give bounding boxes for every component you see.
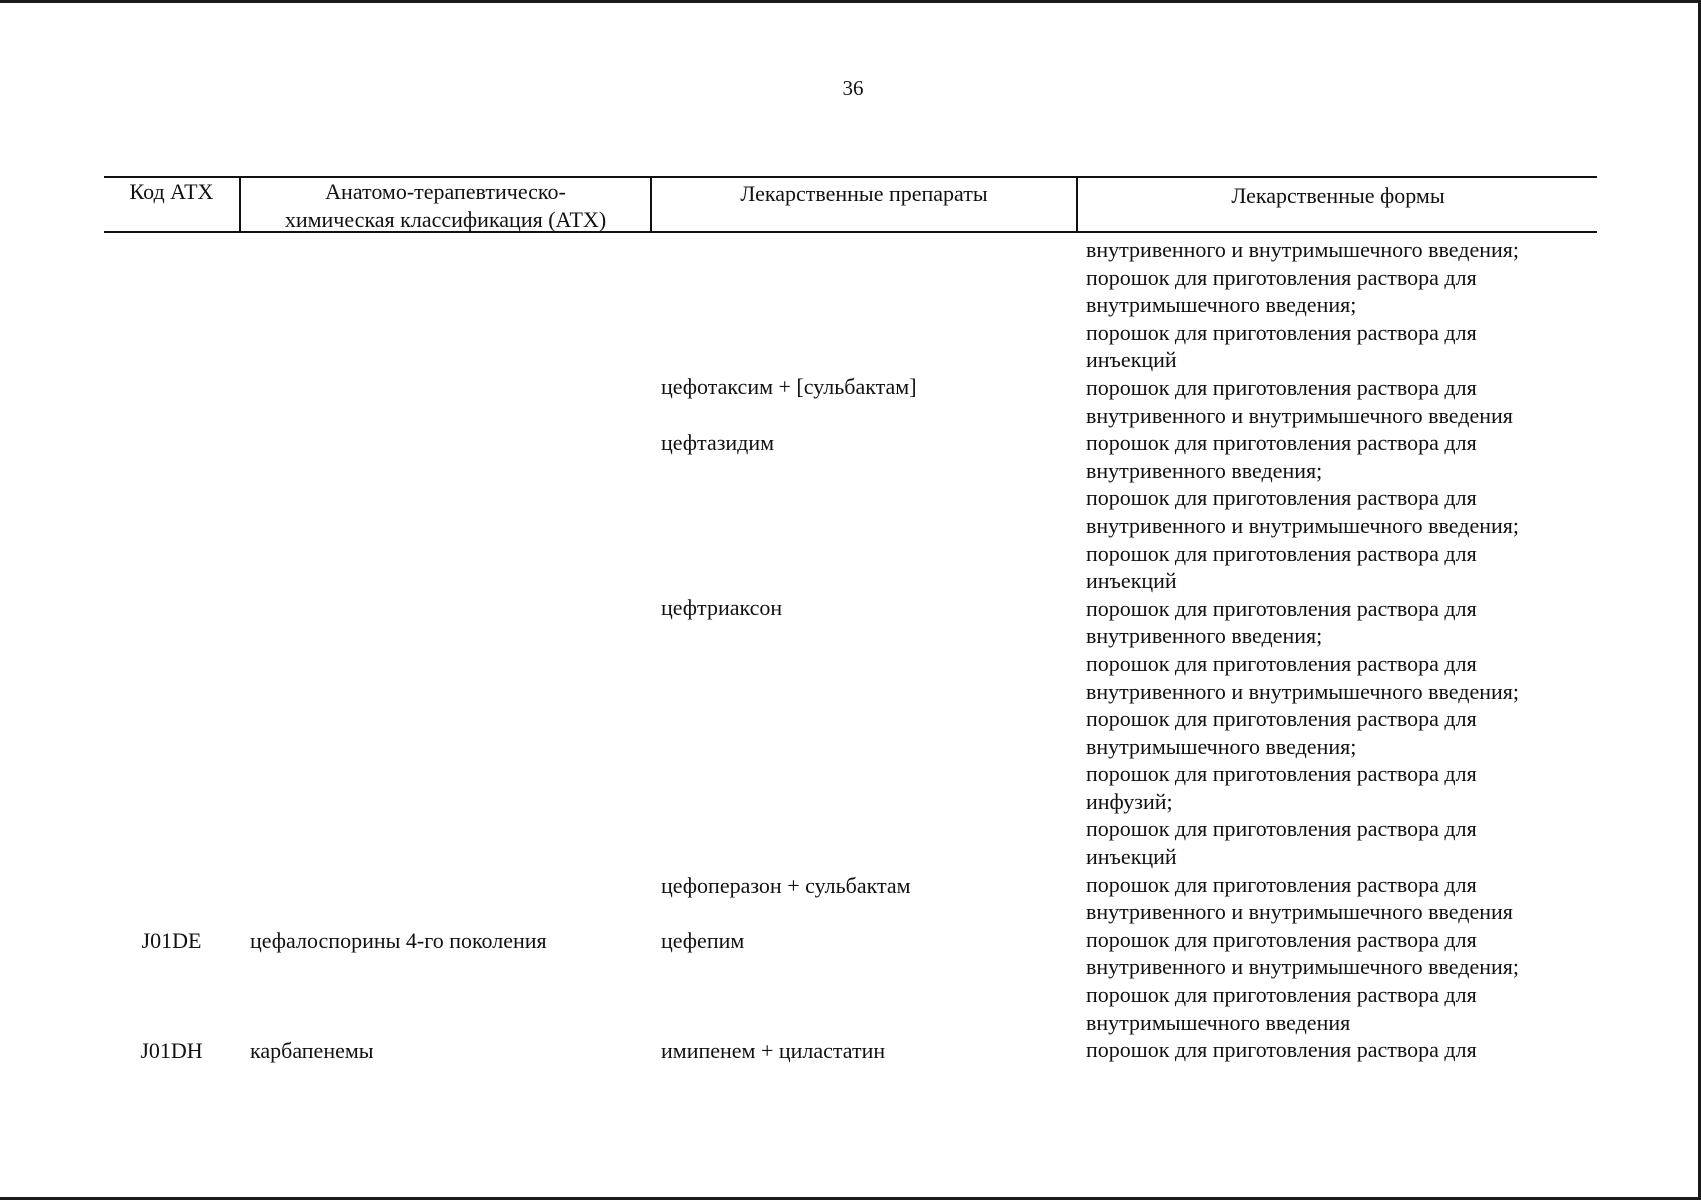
forms-line: порошок для приготовления раствора для — [1086, 319, 1477, 345]
forms-line: внутривенного и внутримышечного введения — [1086, 402, 1513, 428]
forms-line: внутривенного и внутримышечного введения; — [1086, 678, 1519, 704]
forms-line: порошок для приготовления раствора для — [1086, 650, 1477, 676]
forms-line: внутривенного введения; — [1086, 623, 1323, 649]
forms-line: порошок для приготовления раствора для — [1086, 982, 1477, 1008]
drug-ceftriaxone: цефтриаксон — [661, 595, 783, 620]
header-forms: Лекарственные формы — [1231, 183, 1445, 208]
header-code: Код АТХ — [129, 179, 214, 204]
forms-column — [1086, 236, 1646, 1064]
row-code-J01DH: J01DH — [140, 1038, 203, 1063]
page-number: 36 — [842, 76, 864, 100]
forms-line: порошок для приготовления раствора для — [1086, 761, 1477, 787]
forms-line: внутривенного и внутримышечного введения — [1086, 899, 1513, 925]
header-drugs: Лекарственные препараты — [740, 181, 988, 206]
header-classification-line-2: химическая классификация (АТХ) — [284, 207, 607, 232]
forms-line: порошок для приготовления раствора для — [1086, 706, 1477, 732]
forms-line: внутривенного введения; — [1086, 457, 1323, 483]
forms-line: внутримышечного введения — [1086, 1009, 1351, 1035]
forms-line: порошок для приготовления раствора для — [1086, 816, 1477, 842]
forms-line: внутримышечного введения; — [1086, 733, 1357, 759]
drug-cefotaxime-sulbactam: цефотаксим + [сульбактам] — [661, 374, 917, 399]
forms-line: порошок для приготовления раствора для — [1086, 540, 1477, 566]
row-classification-J01DE: цефалоспорины 4-го поколения — [250, 928, 547, 953]
forms-line: внутривенного и внутримышечного введения; — [1086, 954, 1519, 980]
forms-line: инфузий; — [1086, 788, 1173, 814]
forms-line: внутримышечного введения; — [1086, 292, 1357, 318]
drug-imipenem-cilastatin: имипенем + циластатин — [661, 1038, 886, 1063]
forms-line: внутривенного и внутримышечного введения; — [1086, 237, 1519, 262]
row-classification-J01DH: карбапенемы — [250, 1038, 374, 1063]
forms-line: инъекций — [1086, 347, 1177, 373]
drug-cefoperazone-sulbactam: цефоперазон + сульбактам — [661, 873, 911, 898]
scan-border-top — [0, 0, 1701, 3]
drug-cefepime: цефепим — [661, 928, 745, 953]
header-classification-line-1: Анатомо-терапевтическо- — [325, 179, 566, 204]
forms-line: инъекций — [1086, 844, 1177, 870]
forms-line: порошок для приготовления раствора для — [1086, 430, 1477, 456]
header-classification — [241, 178, 650, 234]
forms-line: порошок для приготовления раствора для — [1086, 926, 1477, 952]
forms-line: порошок для приготовления раствора для — [1086, 374, 1477, 400]
drug-ceftazidime: цефтазидим — [661, 430, 775, 455]
forms-line: внутривенного и внутримышечного введения; — [1086, 512, 1519, 538]
forms-line: порошок для приготовления раствора для — [1086, 595, 1477, 621]
forms-line: порошок для приготовления раствора для — [1086, 264, 1477, 290]
forms-line: порошок для приготовления раствора для — [1086, 871, 1477, 897]
forms-line: порошок для приготовления раствора для — [1086, 1037, 1477, 1063]
forms-line: инъекций — [1086, 568, 1177, 594]
forms-line: порошок для приготовления раствора для — [1086, 485, 1477, 511]
row-code-J01DE: J01DE — [141, 928, 202, 953]
